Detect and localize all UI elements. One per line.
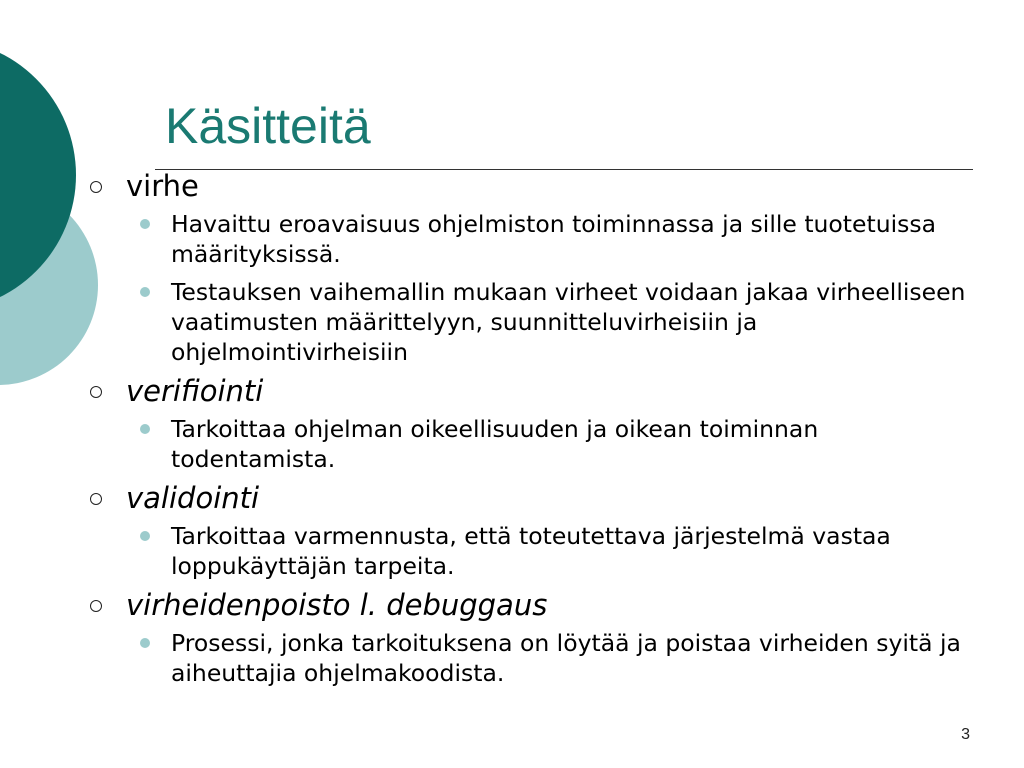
ring-bullet-icon	[90, 600, 102, 612]
dot-bullet-icon	[140, 531, 150, 541]
sub-item	[126, 277, 982, 367]
sub-list	[126, 521, 982, 581]
dot-bullet-icon	[140, 219, 150, 229]
list-item	[82, 589, 982, 688]
list-item	[82, 375, 982, 474]
sub-item	[126, 209, 982, 269]
bullet-list	[82, 170, 982, 696]
term-verifiointi: verifiointi	[126, 374, 264, 408]
sub-item	[126, 628, 982, 688]
sub-item-text: Tarkoittaa varmennusta, että toteutettava järjestelmä vastaa loppukäyttäjän tarpeita.	[171, 522, 891, 580]
ring-bullet-icon	[90, 386, 102, 398]
sub-item-text: Prosessi, jonka tarkoituksena on löytää ja poistaa virheiden syitä ja aiheuttajia ohjelmakoodista.	[171, 629, 961, 687]
term-validointi: validointi	[126, 481, 260, 515]
ring-bullet-icon	[90, 493, 102, 505]
dot-bullet-icon	[140, 424, 150, 434]
sub-item-text: Testauksen vaihemallin mukaan virheet voidaan jakaa virheelliseen vaatimusten määrittelyyn, suunnitteluvirheisiin ja ohjelmointivirheisiin	[171, 278, 966, 366]
dot-bullet-icon	[140, 638, 150, 648]
sub-item-text: Tarkoittaa ohjelman oikeellisuuden ja oikean toiminnan todentamista.	[171, 415, 819, 473]
term-debuggaus: virheidenpoisto l. debuggaus	[126, 588, 548, 622]
list-item	[82, 170, 982, 367]
sub-list	[126, 209, 982, 367]
sub-list	[126, 628, 982, 688]
sub-item	[126, 521, 982, 581]
list-item	[82, 482, 982, 581]
page-number: 3	[961, 726, 970, 743]
sub-item-text: Havaittu eroavaisuus ohjelmiston toiminnassa ja sille tuotetuissa määrityksissä.	[171, 210, 937, 268]
dot-bullet-icon	[140, 287, 150, 297]
slide-title: Käsitteitä	[165, 98, 371, 154]
sub-list	[126, 414, 982, 474]
ring-bullet-icon	[90, 181, 102, 193]
sub-item	[126, 414, 982, 474]
term-virhe: virhe	[126, 169, 199, 203]
